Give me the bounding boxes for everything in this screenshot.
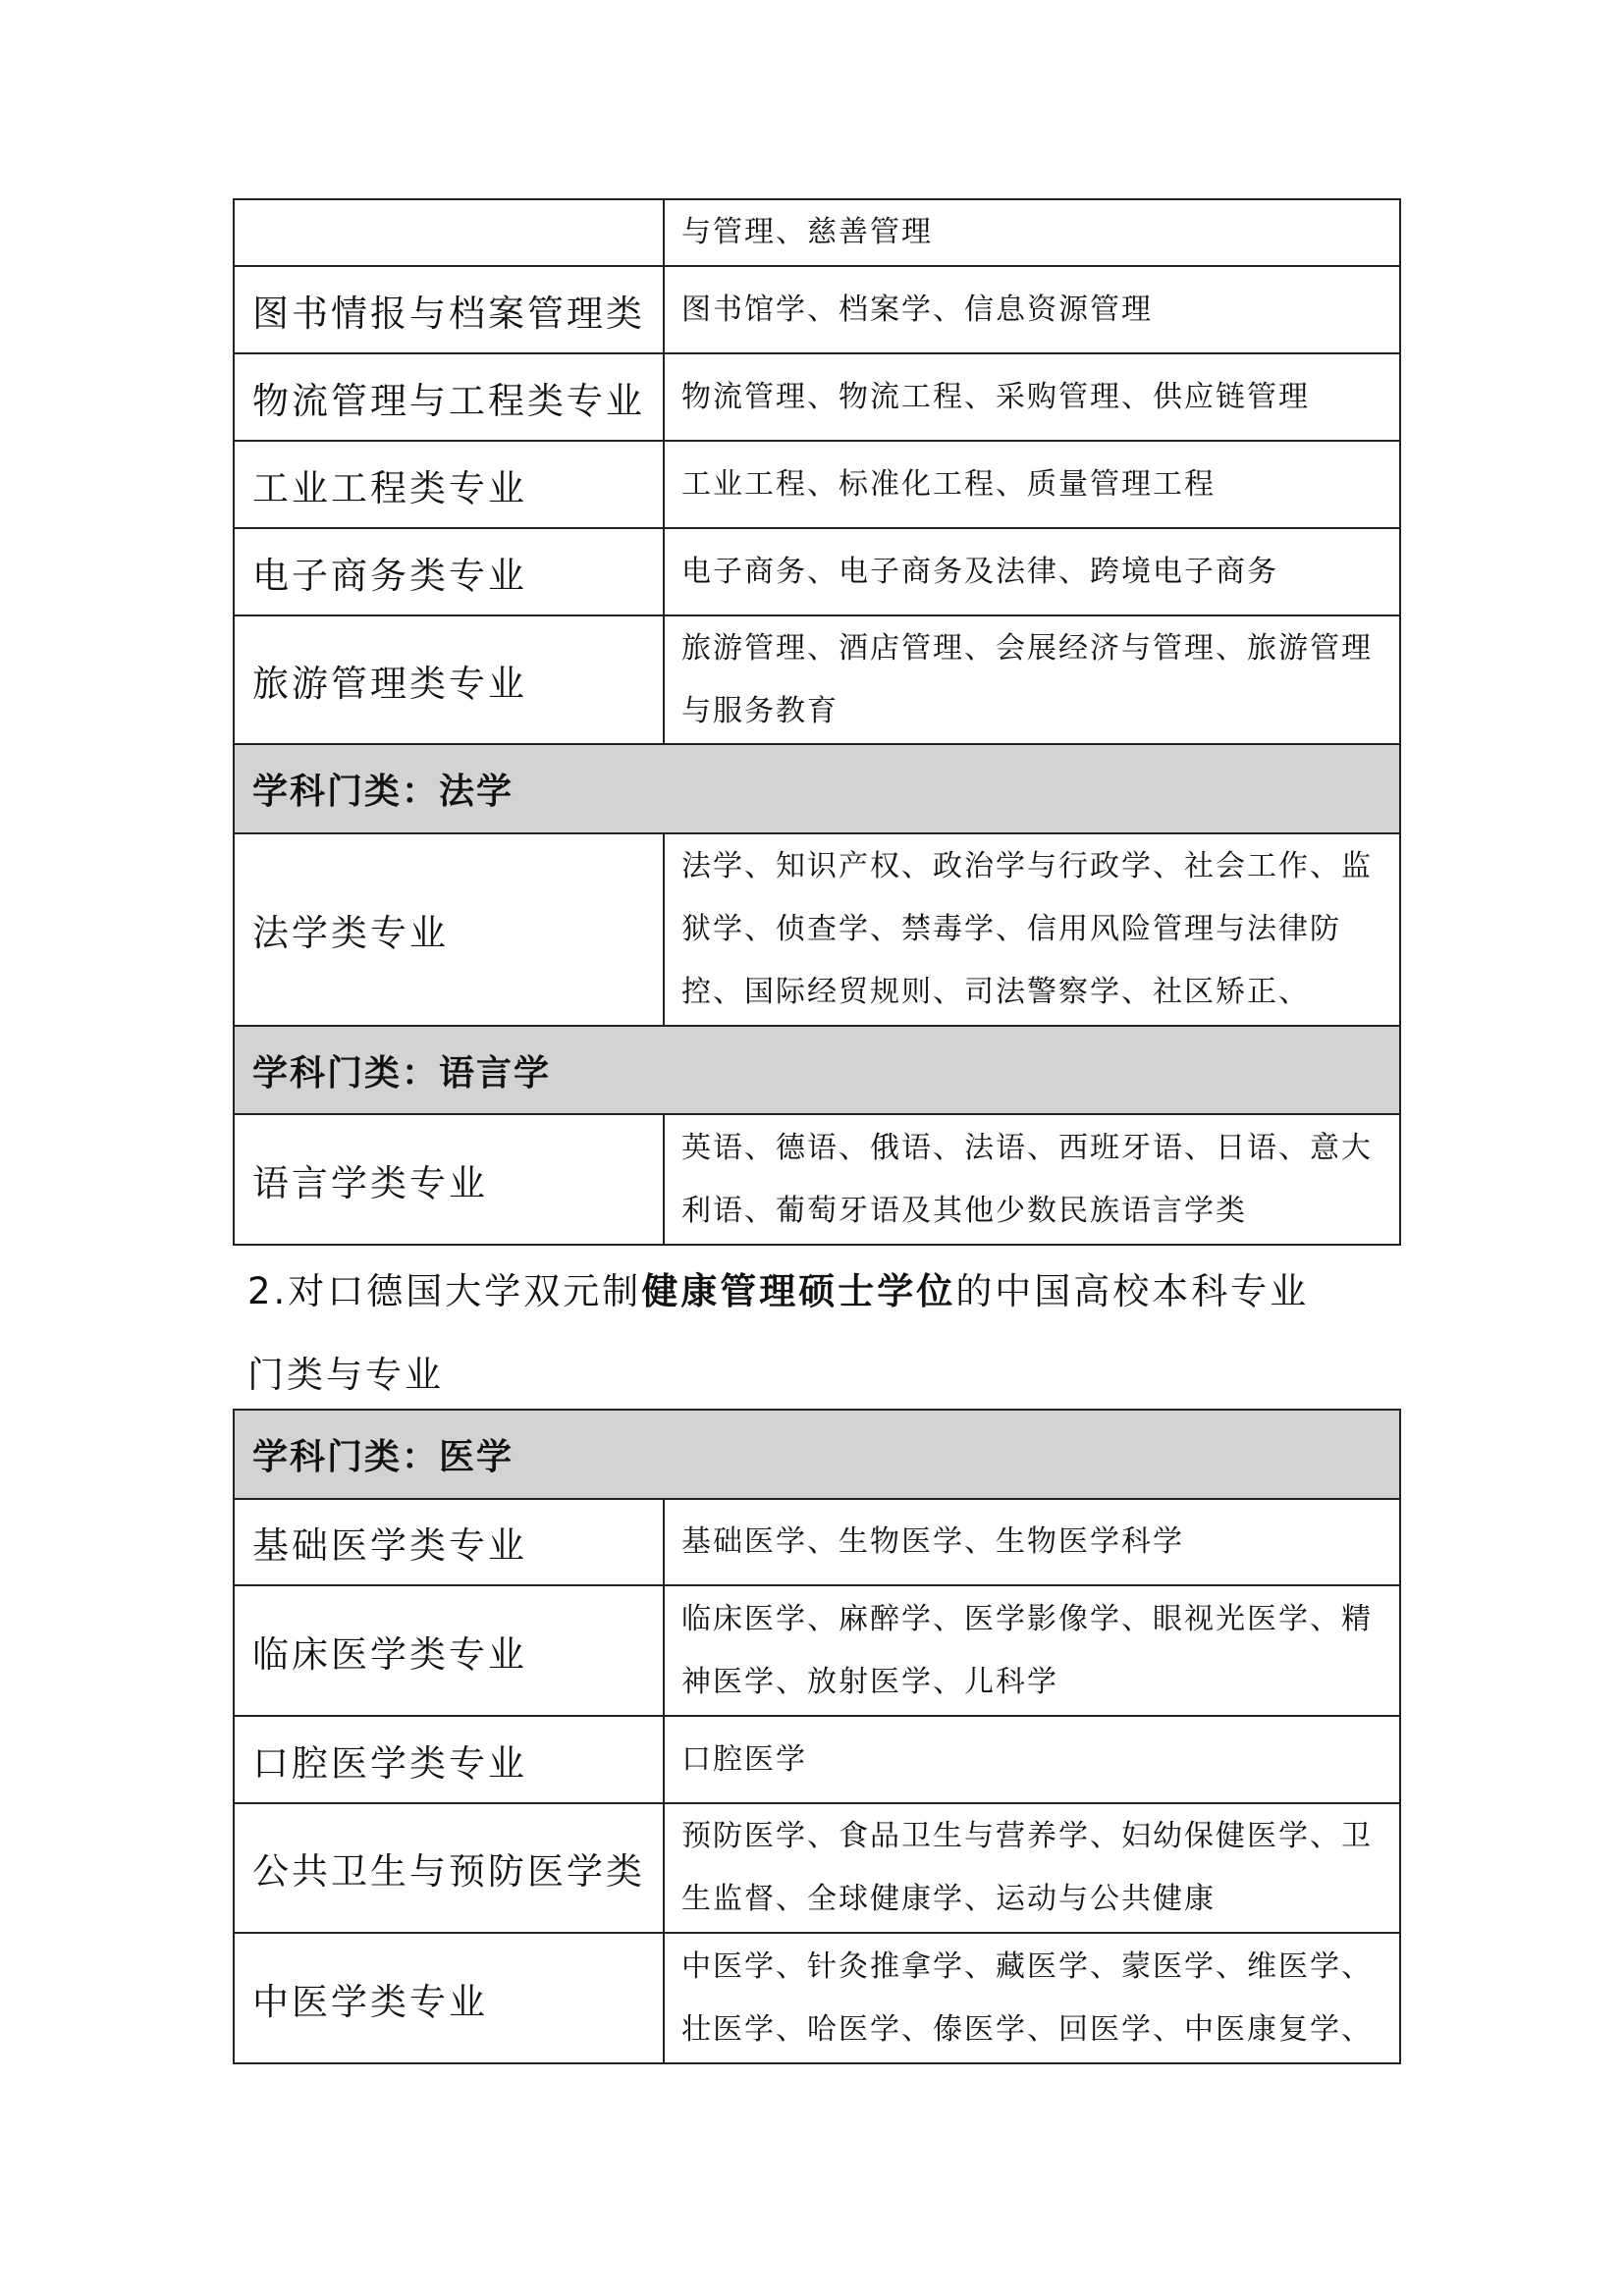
majors-cell: 工业工程、标准化工程、质量管理工程 — [664, 441, 1400, 528]
table-row — [234, 528, 1400, 615]
category-cell: 基础医学类专业 — [234, 1499, 664, 1585]
majors-table-1 — [233, 198, 1401, 1246]
category-cell — [234, 199, 664, 266]
category-cell: 旅游管理类专业 — [234, 615, 664, 744]
majors-cell: 图书馆学、档案学、信息资源管理 — [664, 266, 1400, 353]
category-cell: 语言学类专业 — [234, 1114, 664, 1245]
majors-cell: 口腔医学 — [664, 1716, 1400, 1803]
table-row — [234, 266, 1400, 353]
discipline-header-law: 学科门类：法学 — [234, 744, 1400, 833]
majors-cell: 法学、知识产权、政治学与行政学、社会工作、监狱学、侦查学、禁毒学、信用风险管理与法律防控、国际经贸规则、司法警察学、社区矫正、 — [664, 833, 1400, 1026]
table-row — [234, 1933, 1400, 2063]
table-row — [234, 1585, 1400, 1716]
table-row — [234, 353, 1400, 441]
table-row — [234, 1716, 1400, 1803]
majors-cell: 物流管理、物流工程、采购管理、供应链管理 — [664, 353, 1400, 441]
category-cell: 临床医学类专业 — [234, 1585, 664, 1716]
table-row — [234, 1499, 1400, 1585]
category-cell: 公共卫生与预防医学类 — [234, 1803, 664, 1933]
majors-cell: 与管理、慈善管理 — [664, 199, 1400, 266]
discipline-header-linguistics: 学科门类：语言学 — [234, 1026, 1400, 1114]
category-cell: 工业工程类专业 — [234, 441, 664, 528]
majors-cell: 基础医学、生物医学、生物医学科学 — [664, 1499, 1400, 1585]
majors-cell: 电子商务、电子商务及法律、跨境电子商务 — [664, 528, 1400, 615]
table-row — [234, 1114, 1400, 1245]
category-cell: 图书情报与档案管理类 — [234, 266, 664, 353]
paragraph-suffix: 的中国高校本科专业 — [955, 1270, 1310, 1312]
majors-cell: 旅游管理、酒店管理、会展经济与管理、旅游管理与服务教育 — [664, 615, 1400, 744]
category-cell: 口腔医学类专业 — [234, 1716, 664, 1803]
category-cell: 法学类专业 — [234, 833, 664, 1026]
majors-table-2 — [233, 1409, 1401, 2064]
discipline-header-row — [234, 1026, 1400, 1114]
category-cell: 物流管理与工程类专业 — [234, 353, 664, 441]
category-cell: 电子商务类专业 — [234, 528, 664, 615]
section-paragraph-line-2: 门类与专业 — [247, 1354, 444, 1396]
discipline-header-row — [234, 744, 1400, 833]
majors-cell: 英语、德语、俄语、法语、西班牙语、日语、意大利语、葡萄牙语及其他少数民族语言学类 — [664, 1114, 1400, 1245]
majors-cell: 中医学、针灸推拿学、藏医学、蒙医学、维医学、壮医学、哈医学、傣医学、回医学、中医康复学、 — [664, 1933, 1400, 2063]
table-row — [234, 441, 1400, 528]
discipline-header-row — [234, 1410, 1400, 1499]
majors-cell: 临床医学、麻醉学、医学影像学、眼视光医学、精神医学、放射医学、儿科学 — [664, 1585, 1400, 1716]
majors-cell: 预防医学、食品卫生与营养学、妇幼保健医学、卫生监督、全球健康学、运动与公共健康 — [664, 1803, 1400, 1933]
category-cell: 中医学类专业 — [234, 1933, 664, 2063]
paragraph-prefix: 2.对口德国大学双元制 — [247, 1270, 642, 1312]
section-paragraph-line-1 — [247, 1261, 1309, 1314]
table-row — [234, 615, 1400, 744]
table-row — [234, 1803, 1400, 1933]
table-row — [234, 833, 1400, 1026]
table-row — [234, 199, 1400, 266]
discipline-header-medicine: 学科门类：医学 — [234, 1410, 1400, 1499]
paragraph-emphasis: 健康管理硕士学位 — [641, 1270, 956, 1312]
